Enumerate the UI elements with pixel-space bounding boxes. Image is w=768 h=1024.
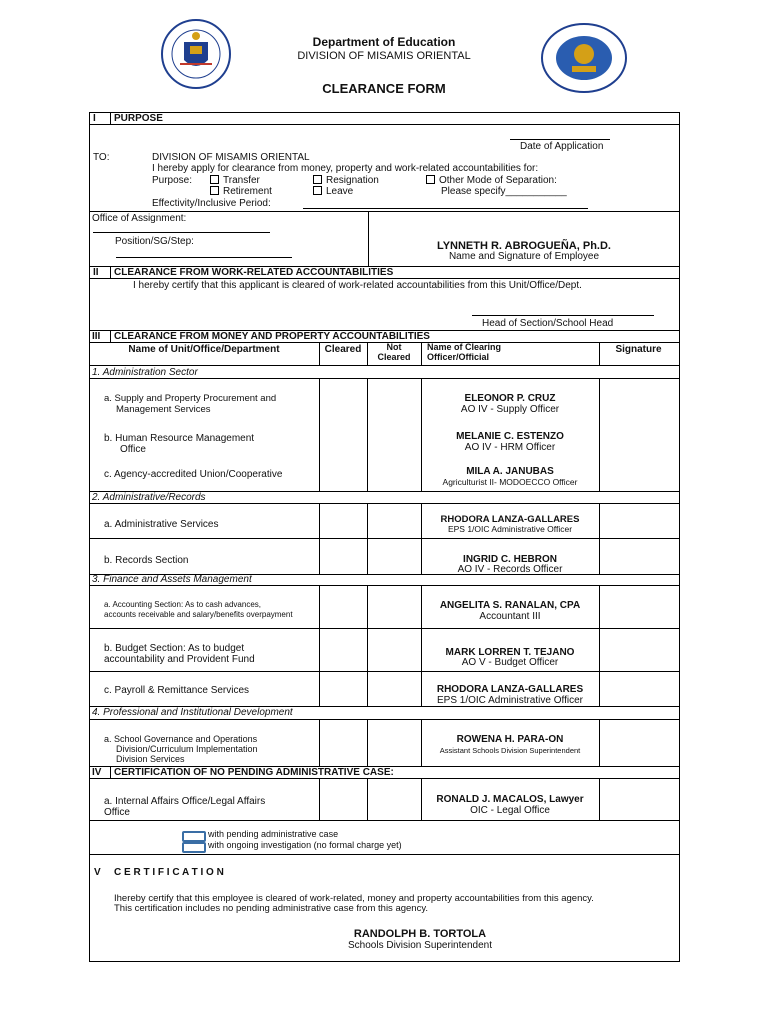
to-value: DIVISION OF MISAMIS ORIENTAL [152,152,310,163]
row-accounting-label: a. Accounting Section: As to cash advances, accounts receivable and salary/benefits overpayment [104,600,293,619]
office-of-assignment-label: Office of Assignment: [92,213,187,224]
position-label: Position/SG/Step: [115,236,194,247]
retirement-option[interactable]: Retirement [210,186,272,197]
row-accounting-officer-title: Accountant III [479,611,541,622]
section-2-title: CLEARANCE FROM WORK-RELATED ACCOUNTABILITIES [114,267,394,278]
col-cleared-header: Cleared [324,344,362,355]
category-professional-development: 4. Professional and Institutional Development [92,707,293,718]
row-admin-services-officer-title: EPS 1/OIC Administrative Officer [447,524,573,534]
please-specify: Please specify___________ [441,186,567,197]
row-supply-officer-title: AO IV - Supply Officer [460,404,560,415]
col-not-cleared-header: Not Cleared [377,342,411,362]
office-of-assignment-field[interactable] [93,232,270,233]
purpose-label: Purpose: [152,175,193,186]
superintendent-title: Schools Division Superintendent [348,940,492,951]
row-records-officer-title: AO IV - Records Officer [457,564,563,575]
transfer-option[interactable]: Transfer [210,175,260,186]
other-mode-option[interactable]: Other Mode of Separation: [426,175,557,186]
date-of-application-label: Date of Application [520,141,604,152]
row-records-label: b. Records Section [104,555,189,566]
row-payroll-officer-title: EPS 1/OIC Administrative Officer [437,695,583,706]
row-legal-label: a. Internal Affairs Office/Legal Affairs Office [104,796,266,818]
leave-option[interactable]: Leave [313,186,353,197]
section-2-number: II [93,267,99,278]
row-budget-officer: MARK LORREN T. TEJANO [445,647,575,658]
section-4-title: CERTIFICATION OF NO PENDING ADMINISTRATIVE CASE: [114,767,394,778]
legend-ongoing-investigation: with ongoing investigation (no formal charge yet) [208,840,402,850]
certification-text-2: This certification includes no pending administrative case from this agency. [114,903,429,914]
row-union-officer-title: Agriculturist II- MODOECCO Officer [442,477,578,487]
category-finance-assets: 3. Finance and Assets Management [92,574,252,585]
row-admin-services-label: a. Administrative Services [104,519,219,530]
section-1-title: PURPOSE [114,113,163,124]
deped-seal-left [160,18,232,90]
division-title: DIVISION OF MISAMIS ORIENTAL [297,50,471,62]
row-budget-label: b. Budget Section: As to budget accountability and Provident Fund [104,643,255,665]
to-label: TO: [93,152,110,163]
col-unit-header: Name of Unit/Office/Department [128,344,280,355]
row-hr-officer-title: AO IV - HRM Officer [464,442,556,453]
employee-name: LYNNETH R. ABROGUEÑA, Ph.D. [437,240,611,252]
section-3-title: CLEARANCE FROM MONEY AND PROPERTY ACCOUNTABILITIES [114,331,430,342]
transfer-checkbox[interactable] [210,175,219,184]
row-governance-label: a. School Governance and Operations Division/Curriculum Implementation Division Services [104,734,258,764]
section-3-number: III [92,331,101,342]
category-administrative-records: 2. Administrative/Records [92,492,206,503]
leave-checkbox[interactable] [313,186,322,195]
col-signature-header: Signature [615,344,662,355]
section-1-number: I [93,113,96,124]
effectivity-label: Effectivity/Inclusive Period: [152,198,271,209]
other-mode-checkbox[interactable] [426,175,435,184]
apply-text: I hereby apply for clearance from money, property and work-related accountabilities for: [152,163,539,174]
row-accounting-officer: ANGELITA S. RANALAN, CPA [439,600,581,611]
row-governance-officer: ROWENA H. PARA-ON [456,734,564,745]
effectivity-field[interactable] [303,208,588,209]
row-governance-officer-title: Assistant Schools Division Superintendent [439,746,581,755]
legend-pending-case: with pending administrative case [208,829,339,839]
row-supply-officer: ELEONOR P. CRUZ [464,393,556,404]
resignation-checkbox[interactable] [313,175,322,184]
col-officer-header: Name of Clearing Officer/Official [427,342,502,362]
section-4-number: IV [92,767,102,778]
row-supply-label: a. Supply and Property Procurement and Management Services [104,393,277,415]
row-budget-officer-title: AO V - Budget Officer [461,657,559,668]
section-5-title: C E R T I F I C A T I O N [114,867,224,878]
position-field[interactable] [116,257,292,258]
row-payroll-officer: RHODORA LANZA-GALLARES [436,684,584,695]
dept-title: Department of Education [312,35,456,49]
section-2-certify-text: I hereby certify that this applicant is cleared of work-related accountabilities from this Unit/Office/Dept. [133,280,582,291]
resignation-option[interactable]: Resignation [313,175,379,186]
pending-case-checkbox[interactable] [182,831,206,842]
row-legal-officer: RONALD J. MACALOS, Lawyer [436,794,584,805]
form-title: CLEARANCE FORM [322,81,446,96]
row-union-label: c. Agency-accredited Union/Cooperative [104,469,283,480]
row-hr-officer: MELANIE C. ESTENZO [456,431,564,442]
retirement-checkbox[interactable] [210,186,219,195]
certification-text-1: Ihereby certify that this employee is cleared of work-related, money and property accountabilities from this agency. [114,893,594,904]
row-union-officer: MILA A. JANUBAS [466,466,554,477]
ongoing-investigation-checkbox[interactable] [182,842,206,853]
row-legal-officer-title: OIC - Legal Office [470,805,550,816]
row-hr-label: b. Human Resource Management Office [104,433,255,455]
row-records-officer: INGRID C. HEBRON [463,554,557,565]
employee-signature-label: Name and Signature of Employee [448,251,600,262]
row-payroll-label: c. Payroll & Remittance Services [104,685,250,696]
section-5-number: V [94,867,101,878]
deped-seal-right [540,22,628,94]
superintendent-name: RANDOLPH B. TORTOLA [353,928,487,940]
head-of-section-label: Head of Section/School Head [482,318,614,329]
row-admin-services-officer: RHODORA LANZA-GALLARES [440,514,580,525]
category-administration-sector: 1. Administration Sector [92,367,198,378]
